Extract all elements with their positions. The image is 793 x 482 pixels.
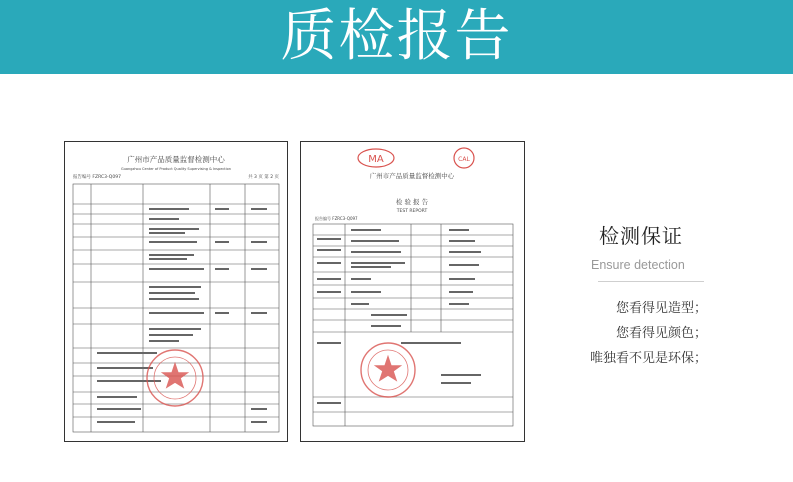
divider [598,281,704,282]
doc2-stamp [361,343,415,397]
doc1-table-text [97,208,267,423]
guarantee-line-shape: 您看得见造型； [615,301,707,316]
doc1-center-name: 广州市产品质量监督检测中心 [127,155,225,164]
report-page-image-2 [300,141,525,442]
report-page-image-1 [64,141,288,442]
report-page-2-drawing [301,142,524,441]
cal-mark-text: CAL [458,156,470,163]
doc2-center-name: 广州市产品质量监督检测中心 [369,172,455,180]
page-title: 质检报告 [280,4,513,69]
doc1-center-name-en: Guangzhou Center of Product Quality Supervising & Inspection [120,167,232,171]
doc2-title-en: TEST REPORT [396,209,428,214]
doc2-report-no: 报告编号 FZRC3-Q097 [315,216,358,221]
doc1-report-no: 报告编号 FZRC3-Q097 [73,175,121,180]
ma-mark-text: MA [368,154,384,165]
guarantee-line-eco: 唯独看不见是环保； [589,351,707,366]
doc1-page-no: 共 3 页 第 2 页 [248,175,279,180]
doc1-table [73,184,279,432]
guarantee-lines [590,296,707,371]
doc2-table [313,224,513,426]
guarantee-line-color: 您看得见颜色； [615,326,707,341]
header-banner [0,0,793,74]
report-page-1-drawing [65,142,287,441]
doc2-title: 检 验 报 告 [395,198,429,206]
detection-guarantee-subtitle: Ensure detection [591,258,685,272]
detection-guarantee-title: 检测保证 [599,224,683,248]
doc1-stamp [147,350,203,406]
doc2-table-text [317,229,481,404]
